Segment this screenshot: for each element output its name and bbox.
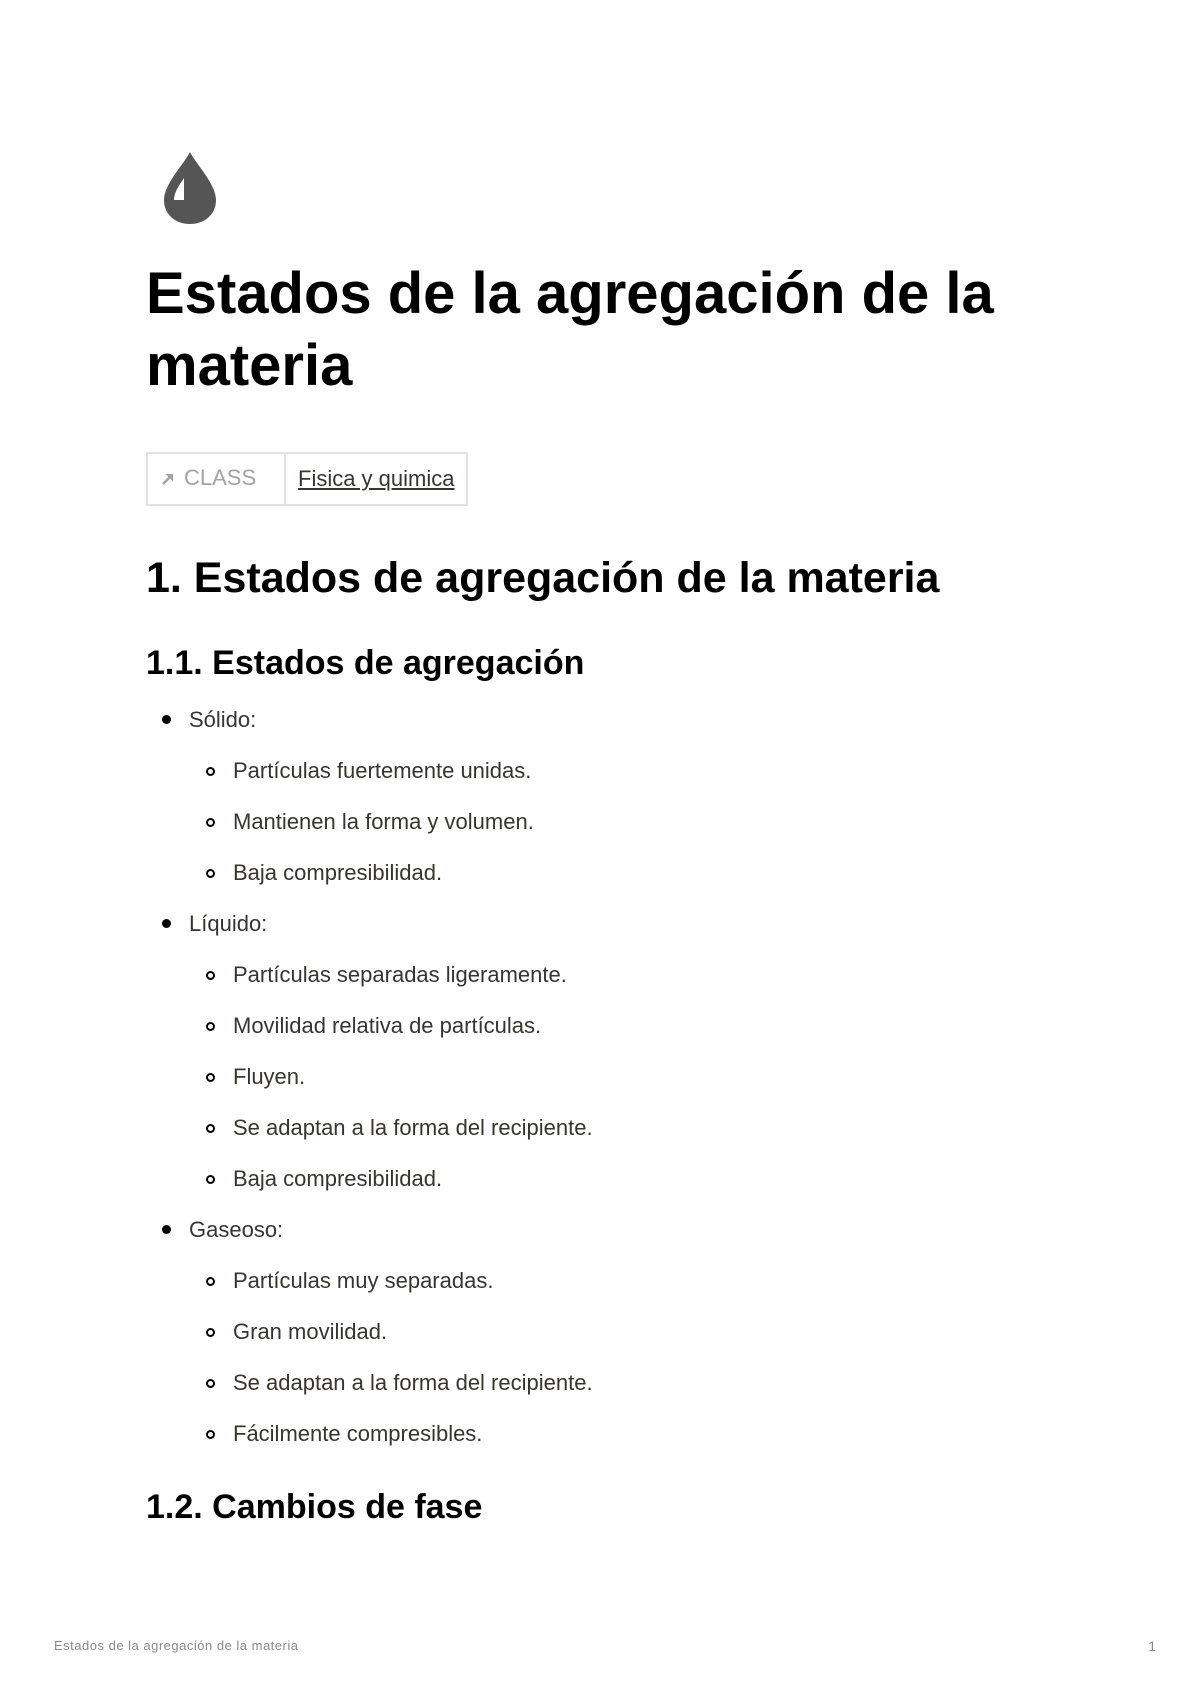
state-item	[146, 1204, 1046, 1255]
list-item-text: Baja compresibilidad.	[233, 860, 443, 885]
list-item	[146, 1000, 1046, 1051]
states-list	[146, 694, 1046, 1459]
footer-page-number: 1	[1148, 1638, 1156, 1654]
list-item	[146, 1255, 1046, 1306]
circle-bullet-icon	[206, 818, 215, 827]
bullet-icon	[162, 715, 171, 724]
list-item-text: Fluyen.	[233, 1064, 306, 1089]
list-item	[146, 949, 1046, 1000]
droplet-icon	[160, 150, 220, 226]
property-name-cell	[147, 453, 285, 505]
sub-list	[146, 949, 1046, 1204]
section-heading: 1. Estados de agregación de la materia	[146, 554, 940, 602]
bullet-icon	[162, 919, 171, 928]
circle-bullet-icon	[206, 767, 215, 776]
circle-bullet-icon	[206, 1277, 215, 1286]
sub-list	[146, 1255, 1046, 1459]
state-label: Sólido:	[189, 707, 257, 732]
list-item-text: Se adaptan a la forma del recipiente.	[233, 1370, 593, 1395]
list-item	[146, 1306, 1046, 1357]
property-value-cell	[285, 453, 467, 505]
state-item	[146, 898, 1046, 949]
list-item	[146, 694, 1046, 898]
sub-list	[146, 745, 1046, 898]
subsection-heading-states: 1.1. Estados de agregación	[146, 644, 585, 682]
list-item-text: Se adaptan a la forma del recipiente.	[233, 1115, 593, 1140]
circle-bullet-icon	[206, 1124, 215, 1133]
subsection-heading-changes: 1.2. Cambios de fase	[146, 1488, 483, 1526]
list-item-text: Partículas muy separadas.	[233, 1268, 494, 1293]
list-item-text: Baja compresibilidad.	[233, 1166, 443, 1191]
list-item	[146, 898, 1046, 1204]
state-label: Gaseoso:	[189, 1217, 284, 1242]
list-item	[146, 1102, 1046, 1153]
list-item	[146, 1408, 1046, 1459]
circle-bullet-icon	[206, 1430, 215, 1439]
arrow-up-right-icon	[160, 467, 176, 493]
list-item	[146, 1153, 1046, 1204]
footer-doc-title: Estados de la agregación de la materia	[54, 1638, 299, 1653]
list-item	[146, 745, 1046, 796]
bullet-icon	[162, 1225, 171, 1234]
list-item-text: Mantienen la forma y volumen.	[233, 809, 534, 834]
list-item	[146, 1051, 1046, 1102]
state-item	[146, 694, 1046, 745]
class-link[interactable]: Fisica y quimica	[298, 466, 455, 491]
state-label: Líquido:	[189, 911, 268, 936]
list-item-text: Partículas separadas ligeramente.	[233, 962, 567, 987]
properties-table	[146, 452, 468, 506]
property-name: CLASS	[184, 465, 257, 491]
list-item	[146, 847, 1046, 898]
list-item	[146, 796, 1046, 847]
circle-bullet-icon	[206, 971, 215, 980]
circle-bullet-icon	[206, 1328, 215, 1337]
list-item	[146, 1204, 1046, 1459]
list-item-text: Gran movilidad.	[233, 1319, 388, 1344]
property-row	[147, 453, 467, 505]
circle-bullet-icon	[206, 1073, 215, 1082]
list-item-text: Movilidad relativa de partículas.	[233, 1013, 542, 1038]
page-title: Estados de la agregación de la materia	[146, 261, 994, 398]
circle-bullet-icon	[206, 1022, 215, 1031]
circle-bullet-icon	[206, 1379, 215, 1388]
circle-bullet-icon	[206, 869, 215, 878]
list-item	[146, 1357, 1046, 1408]
list-item-text: Partículas fuertemente unidas.	[233, 758, 532, 783]
circle-bullet-icon	[206, 1175, 215, 1184]
list-item-text: Fácilmente compresibles.	[233, 1421, 483, 1446]
